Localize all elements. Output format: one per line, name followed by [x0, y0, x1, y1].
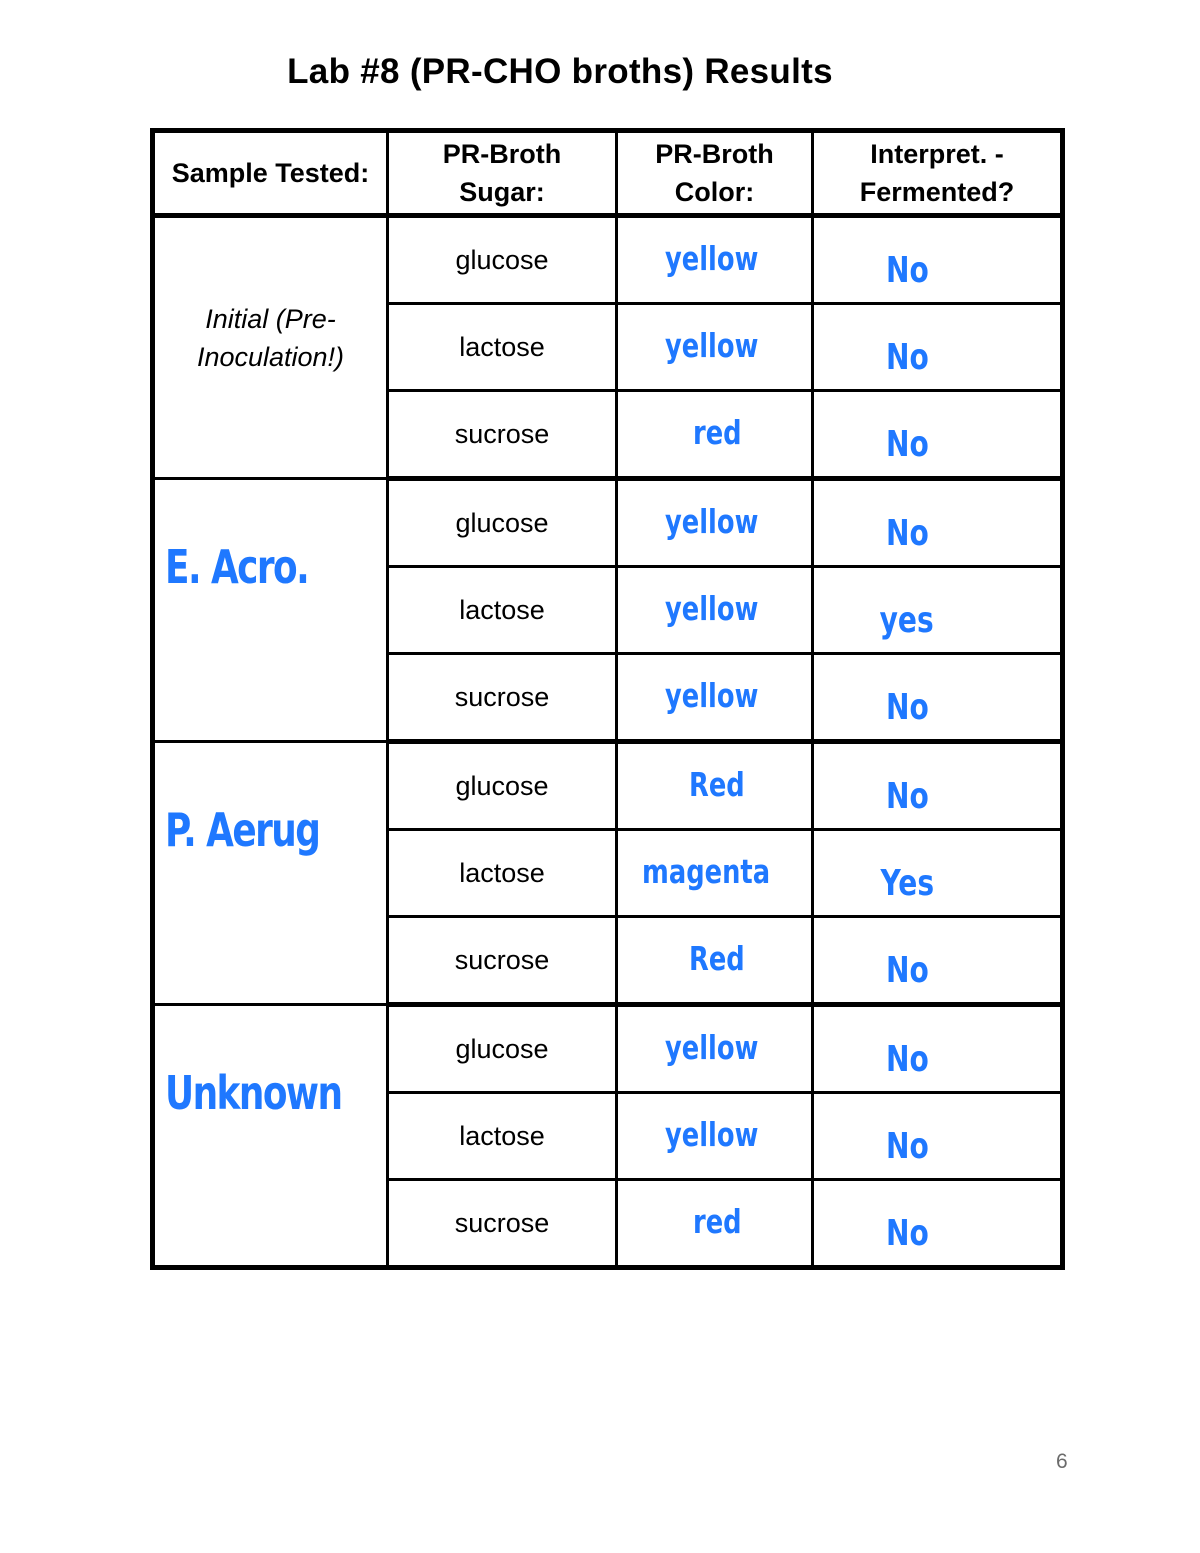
fermented-cell: No	[813, 742, 1063, 830]
page-title: Lab #8 (PR-CHO broths) Results	[287, 52, 833, 91]
sugar-cell: glucose	[388, 216, 617, 304]
color-cell: magenta	[617, 830, 813, 917]
fermented-cell: No	[813, 1005, 1063, 1093]
fermented-cell: No	[813, 304, 1063, 391]
sugar-cell: glucose	[388, 742, 617, 830]
color-cell: red	[617, 391, 813, 479]
header-row	[153, 131, 1063, 216]
color-cell: yellow	[617, 479, 813, 567]
header-sugar: PR-Broth Sugar:	[388, 131, 617, 216]
table-row	[153, 479, 1063, 567]
sugar-cell: lactose	[388, 830, 617, 917]
sugar-cell: sucrose	[388, 391, 617, 479]
sugar-cell: sucrose	[388, 1180, 617, 1268]
fermented-cell: yes	[813, 567, 1063, 654]
header-sample: Sample Tested:	[153, 131, 388, 216]
fermented-cell: No	[813, 917, 1063, 1005]
color-cell: Red	[617, 742, 813, 830]
fermented-cell: No	[813, 391, 1063, 479]
sugar-cell: lactose	[388, 567, 617, 654]
sample-label-initial: Initial (Pre- Inoculation!)	[196, 303, 345, 372]
sample-label-unknown: Unknown	[165, 1066, 342, 1120]
fermented-cell: No	[813, 1093, 1063, 1180]
sample-label-p-aerug: P. Aerug	[165, 803, 320, 857]
color-cell: yellow	[617, 654, 813, 742]
sample-cell-p-aerug	[153, 742, 388, 1005]
sugar-cell: sucrose	[388, 917, 617, 1005]
fermented-cell: Yes	[813, 830, 1063, 917]
fermented-cell: No	[813, 216, 1063, 304]
header-color: PR-Broth Color:	[617, 131, 813, 216]
sample-cell-initial	[153, 216, 388, 479]
sugar-cell: glucose	[388, 479, 617, 567]
color-cell: red	[617, 1180, 813, 1268]
table-row	[153, 216, 1063, 304]
sugar-cell: lactose	[388, 304, 617, 391]
color-cell: yellow	[617, 1005, 813, 1093]
color-cell: yellow	[617, 567, 813, 654]
sample-cell-unknown	[153, 1005, 388, 1268]
sugar-cell: lactose	[388, 1093, 617, 1180]
page-number: 6	[1056, 1450, 1068, 1473]
sugar-cell: sucrose	[388, 654, 617, 742]
table-row	[153, 742, 1063, 830]
sample-label-e-acro: E. Acro.	[165, 540, 309, 594]
fermented-cell: No	[813, 654, 1063, 742]
color-cell: Red	[617, 917, 813, 1005]
sample-cell-e-acro	[153, 479, 388, 742]
fermented-cell: No	[813, 1180, 1063, 1268]
fermented-cell: No	[813, 479, 1063, 567]
sugar-cell: glucose	[388, 1005, 617, 1093]
header-fermented: Interpret. - Fermented?	[813, 131, 1063, 216]
table-row	[153, 1005, 1063, 1093]
results-table	[150, 128, 1065, 1270]
color-cell: yellow	[617, 216, 813, 304]
color-cell: yellow	[617, 304, 813, 391]
color-cell: yellow	[617, 1093, 813, 1180]
